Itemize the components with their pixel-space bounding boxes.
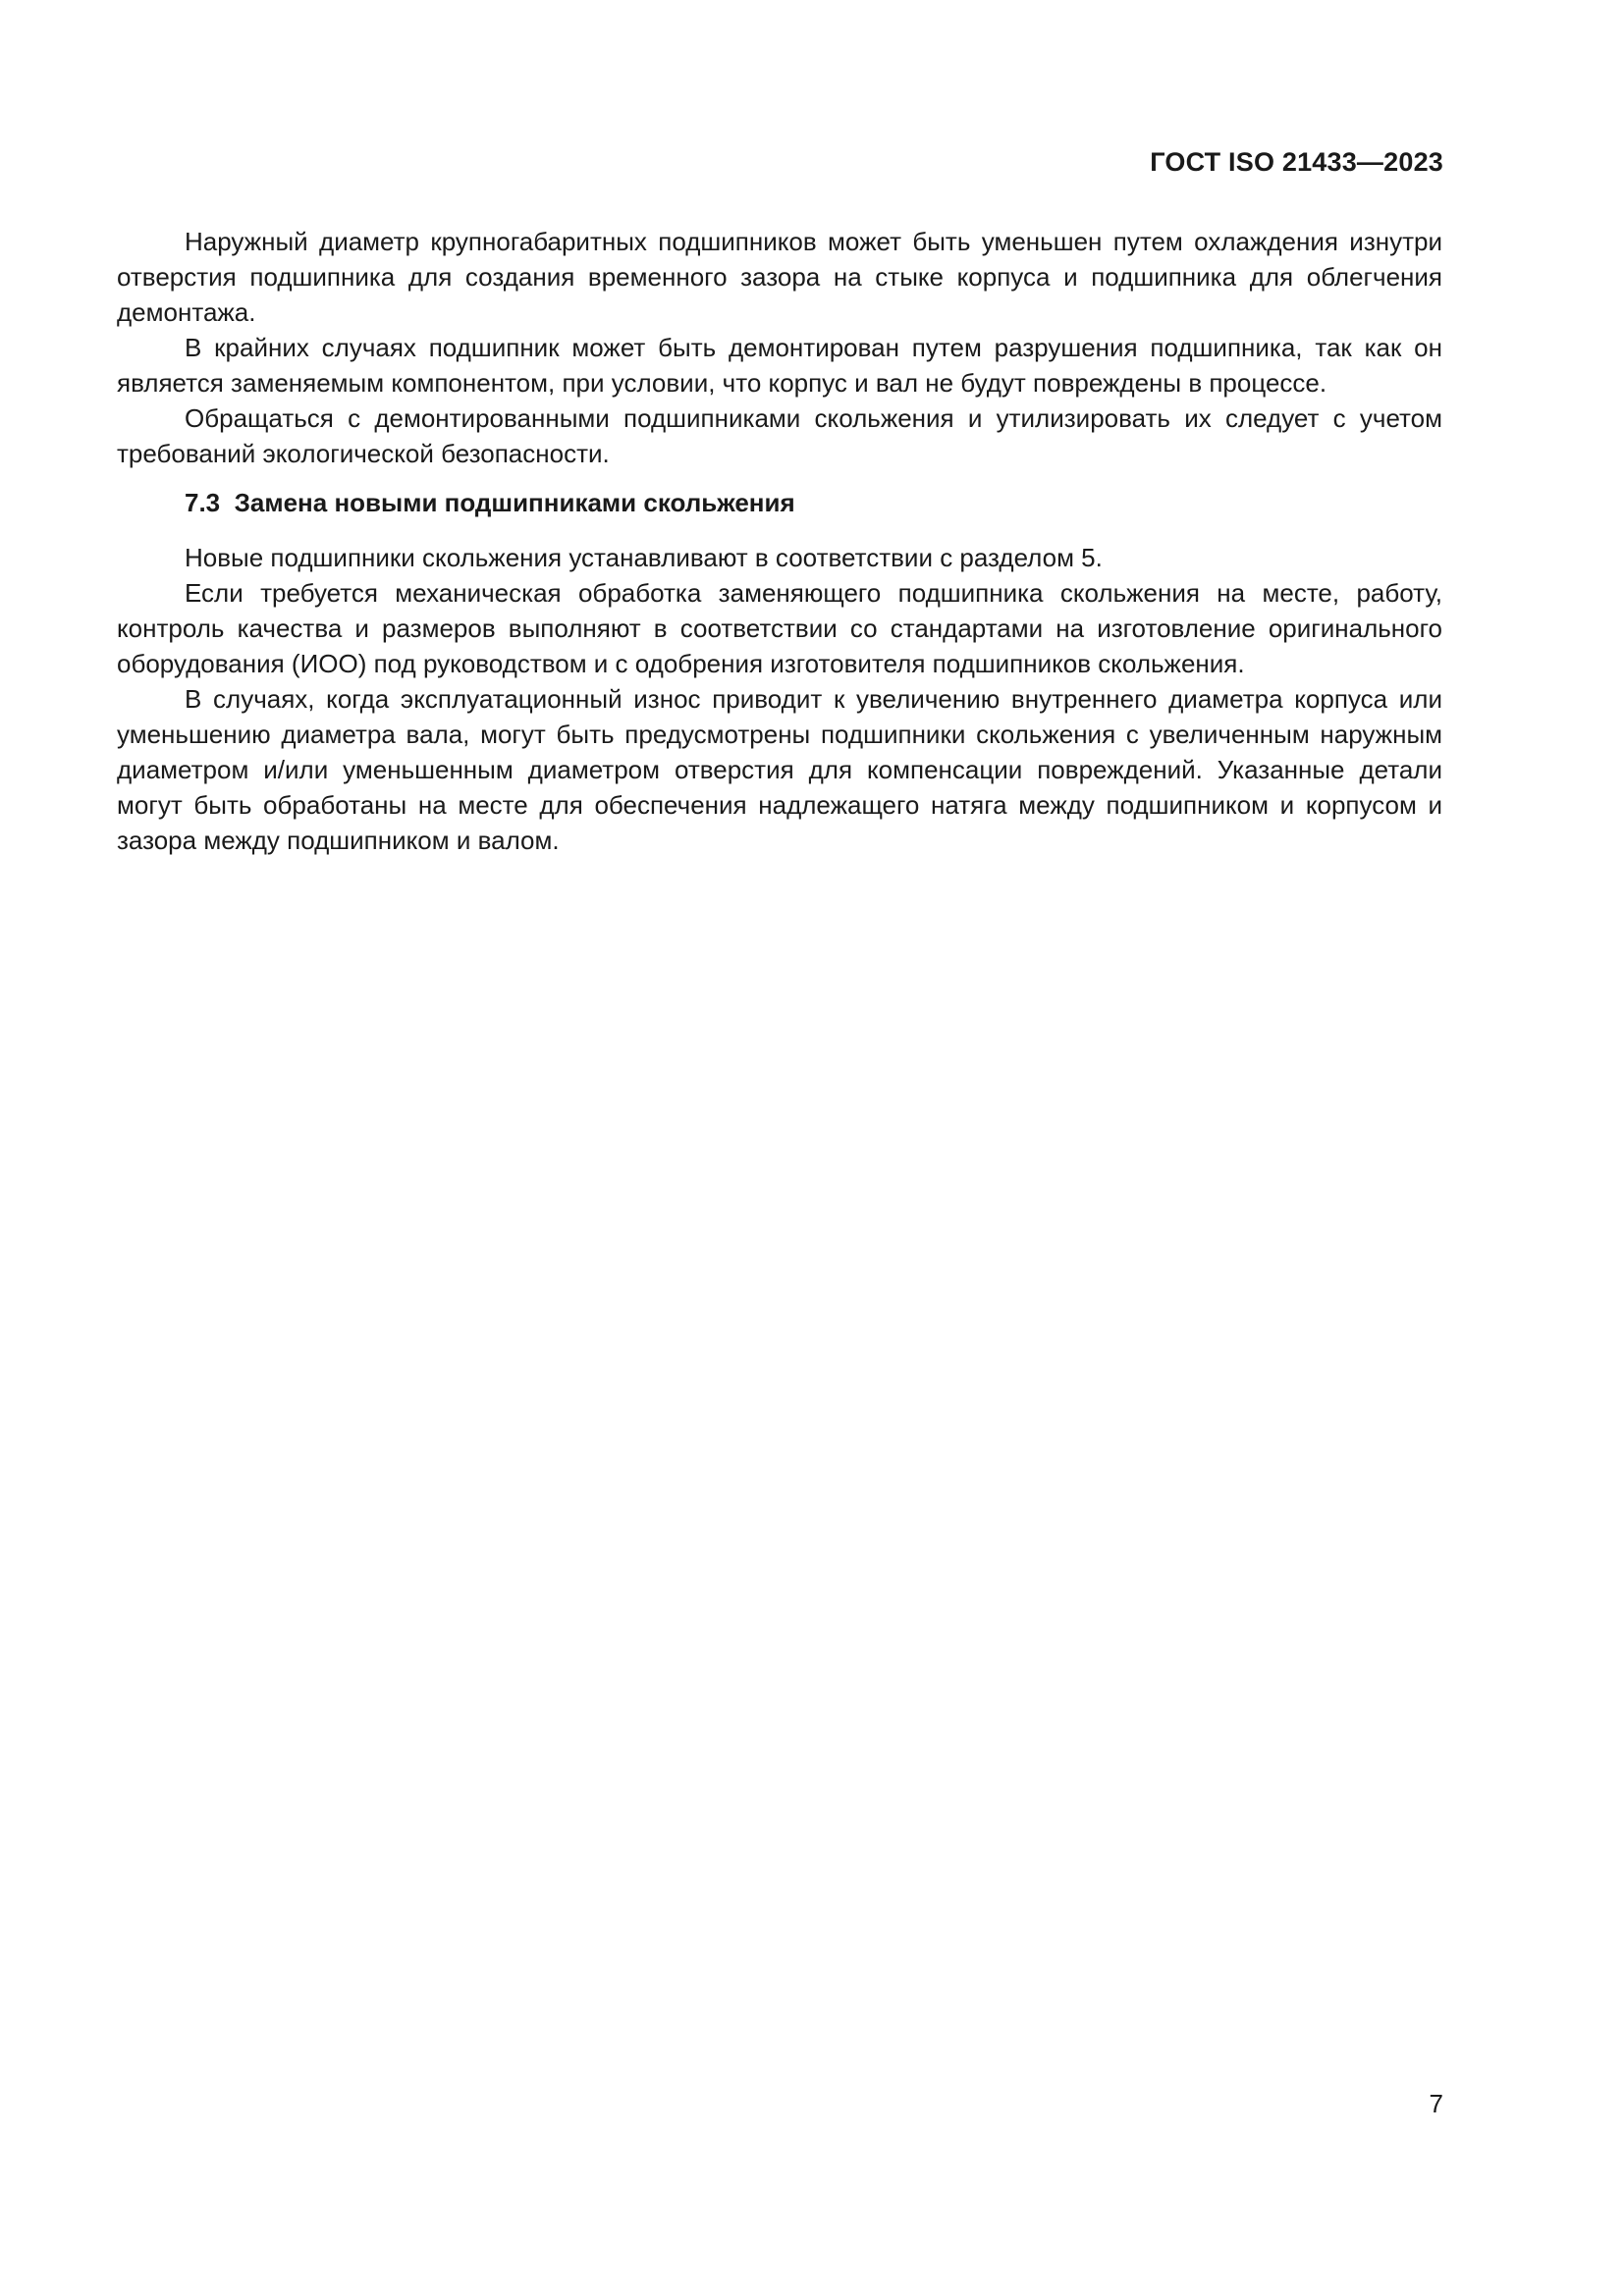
document-header-id: ГОСТ ISO 21433—2023 [1150,147,1443,177]
body-paragraph: Новые подшипники скольжения устанавливают в соответствии с разделом 5. [185,543,1103,572]
section-heading [117,485,1442,520]
page-body [117,224,1442,858]
body-paragraph: Если требуется механическая обработка заменяющего подшипника скольжения на месте, работу, контроль качества и размеров выполняют в соответствии со стандартами на изготовление оригинального оборудования (ИОО) под руководством и с одобрения изготовителя подшипников скольжения. [117,578,1442,678]
body-paragraph: В крайних случаях подшипник может быть демонтирован путем разрушения подшипника, так как он является заменяемым компонентом, при условии, что корпус и вал не будут повреждены в процессе. [117,333,1442,398]
section-title: Замена новыми подшипниками скольжения [234,488,795,517]
body-paragraph: Наружный диаметр крупногабаритных подшипников может быть уменьшен путем охлаждения изнутри отверстия подшипника для создания временного зазора на стыке корпуса и подшипника для облегчения демонтажа. [117,227,1442,327]
body-paragraph: Обращаться с демонтированными подшипниками скольжения и утилизировать их следует с учетом требований экологической безопасности. [117,403,1442,468]
body-paragraph: В случаях, когда эксплуатационный износ приводит к увеличению внутреннего диаметра корпуса или уменьшению диаметра вала, могут быть предусмотрены подшипники скольжения с увеличенным наружным диаметром и/или уменьшенным диаметром отверстия для компенсации повреждений. Указанные детали могут быть обработаны на месте для обеспечения надлежащего натяга между подшипником и корпусом и зазора между подшипником и валом. [117,684,1442,855]
section-number: 7.3 [185,488,221,517]
page-number: 7 [1429,2089,1443,2118]
